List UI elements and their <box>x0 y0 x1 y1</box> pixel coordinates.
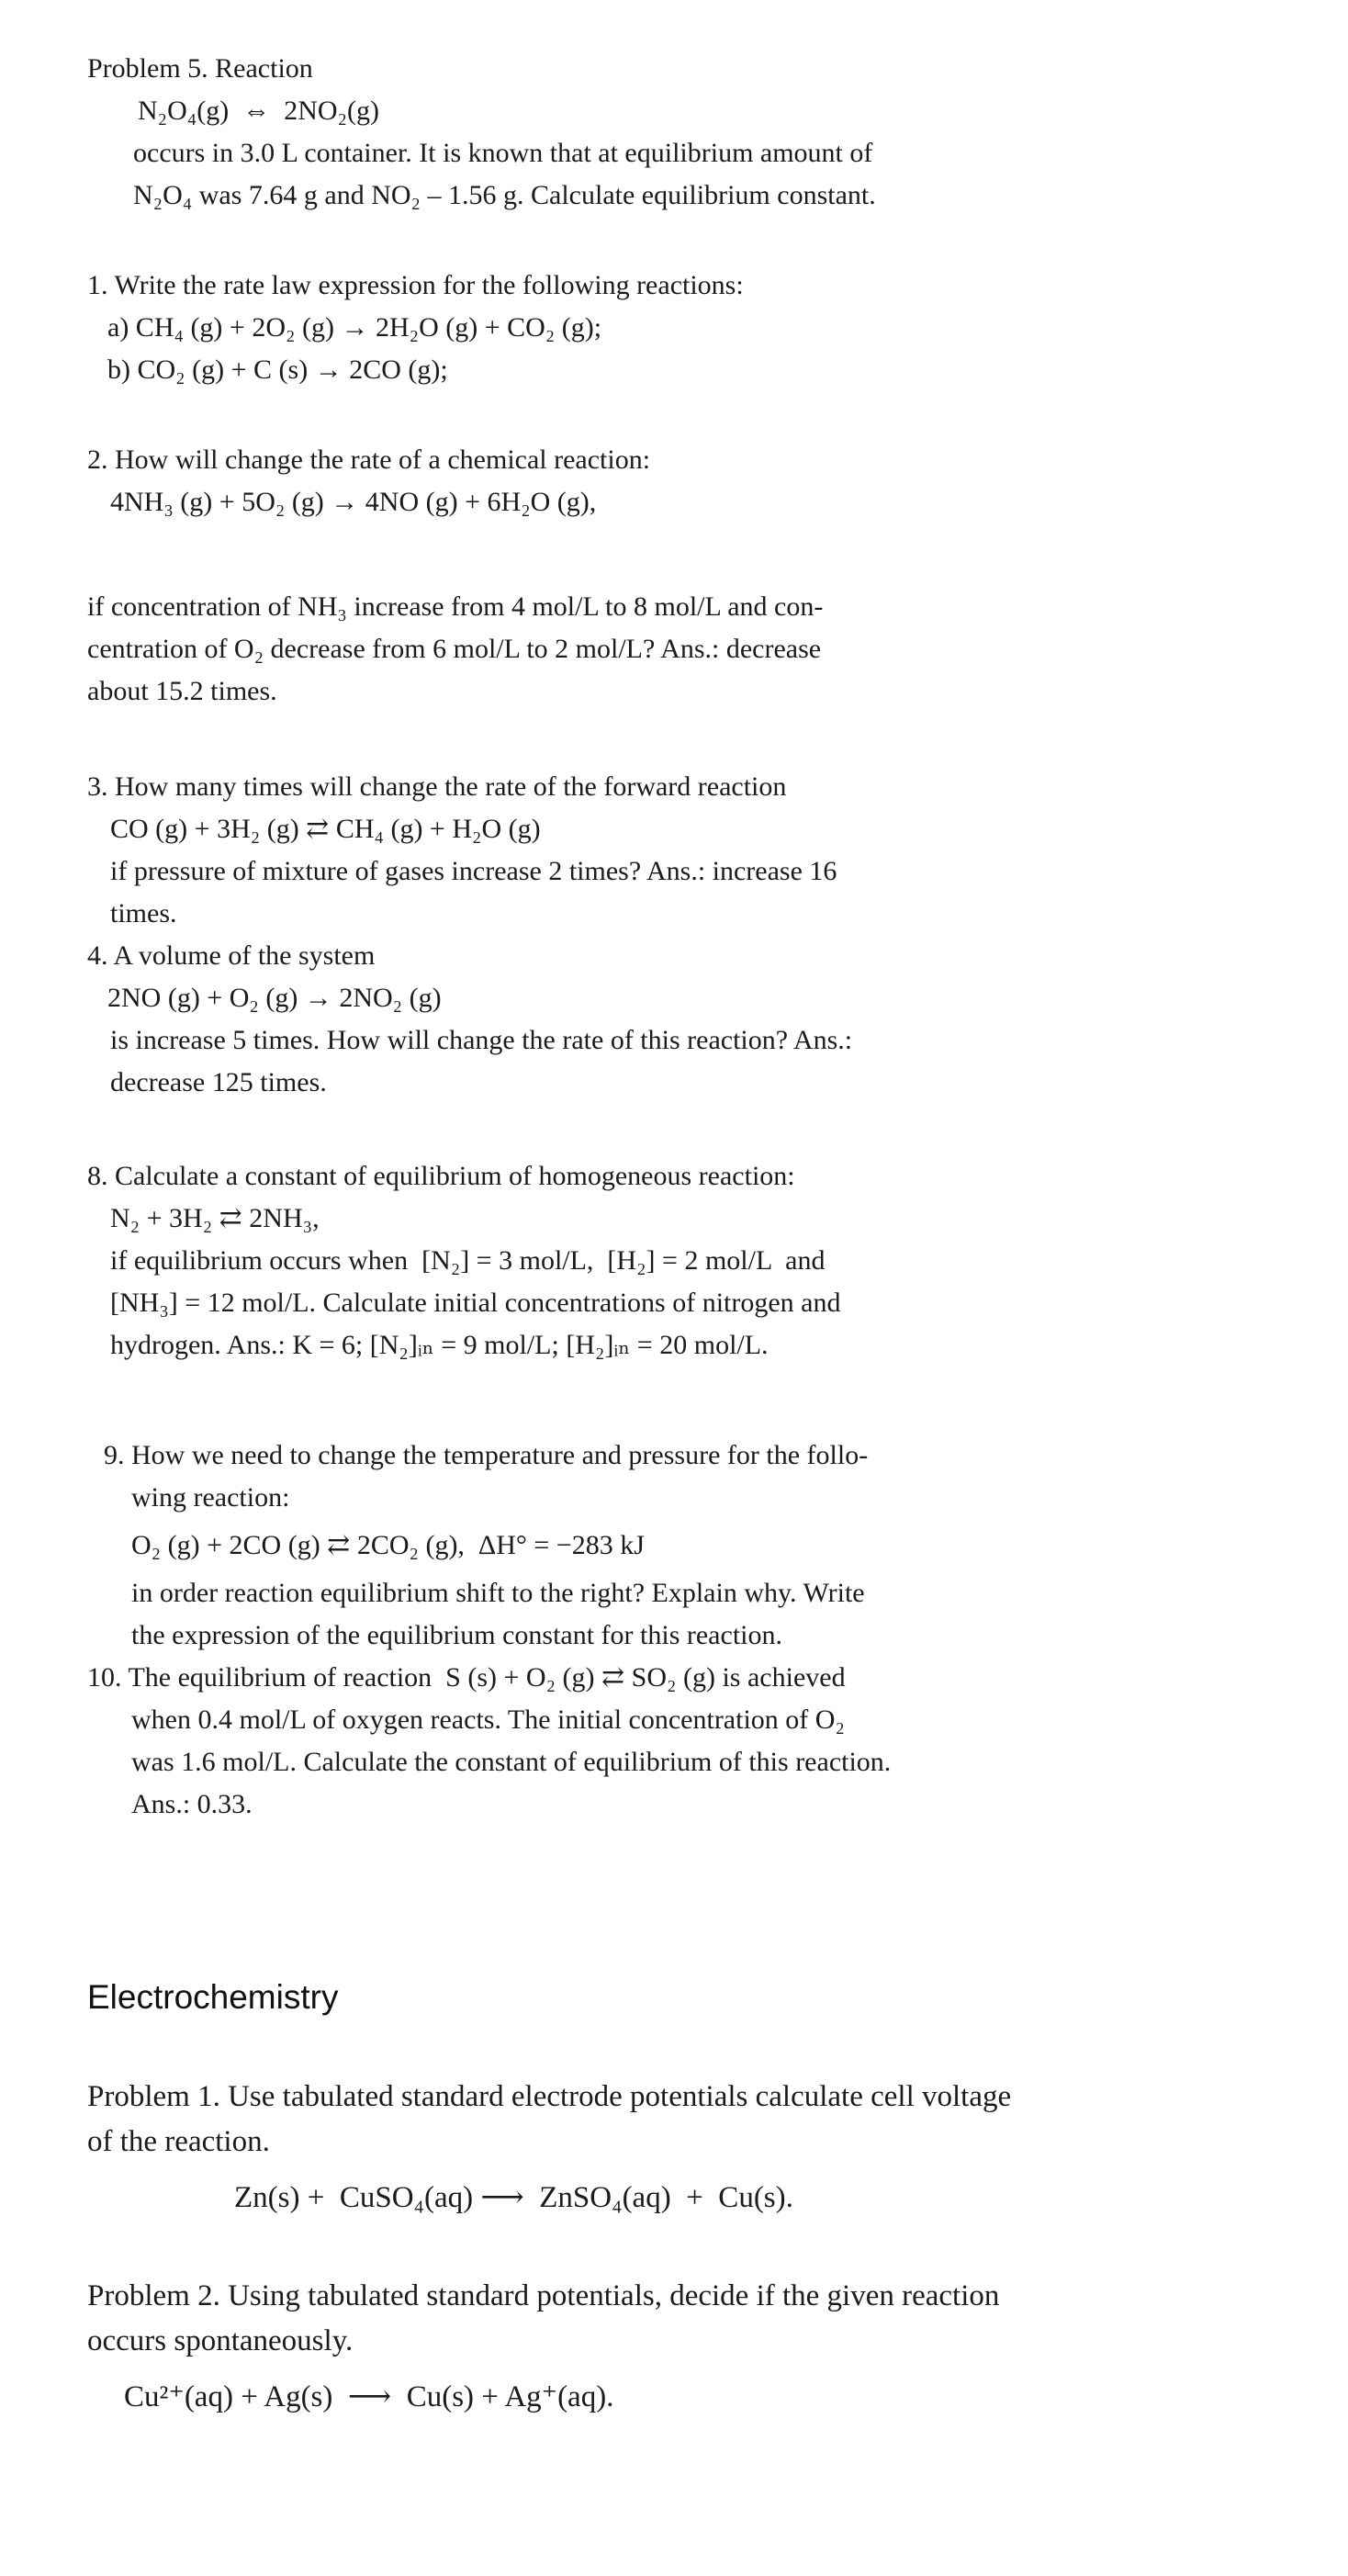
electro-problem-1-block <box>87 2075 1293 2221</box>
item-3-body-line-2: times. <box>110 898 177 928</box>
problem-5-equation: N₂O₄(g) ⇔ 2NO₂(g) <box>138 96 379 126</box>
item-1-lead: 1. Write the rate law expression for the following reactions: <box>87 270 744 300</box>
item-8-body-line-3: hydrogen. Ans.: K = 6; [N₂]ᵢₙ = 9 mol/L; [H₂]ᵢₙ = 20 mol/L. <box>110 1330 769 1360</box>
item-8-equation: N₂ + 3H₂ ⇄ 2NH₃, <box>110 1203 320 1233</box>
item-3-block <box>87 766 1293 935</box>
item-2-para-line-1: if concentration of NH₃ increase from 4 mol/L to 8 mol/L and con- <box>87 591 824 622</box>
problem-5-title: Problem 5. Reaction <box>87 53 313 84</box>
item-4-body-line-1: is increase 5 times. How will change the rate of this reaction? Ans.: <box>110 1025 853 1055</box>
item-8-body-line-1: if equilibrium occurs when [N₂] = 3 mol/L, [H₂] = 2 mol/L and <box>110 1245 826 1276</box>
item-8-body-line-2: [NH₃] = 12 mol/L. Calculate initial concentrations of nitrogen and <box>110 1288 841 1318</box>
item-2-lead: 2. How will change the rate of a chemical reaction: <box>87 444 651 475</box>
item-1-reaction-b: b) CO₂ (g) + C (s) → 2CO (g); <box>107 354 448 385</box>
item-10-body-line-2: was 1.6 mol/L. Calculate the constant of equilibrium of this reaction. <box>131 1747 892 1777</box>
item-1-reaction-a: a) CH₄ (g) + 2O₂ (g) → 2H₂O (g) + CO₂ (g); <box>107 312 602 343</box>
problem-5-body-line-1: occurs in 3.0 L container. It is known that at equilibrium amount of <box>133 138 873 168</box>
electro-problem-2-line-2: occurs spontaneously. <box>87 2324 354 2357</box>
electro-problem-2-block <box>87 2274 1293 2420</box>
item-2-answer-paragraph <box>87 586 1293 713</box>
item-3-lead: 3. How many times will change the rate of the forward reaction <box>87 771 787 802</box>
item-9-body-line-1: wing reaction: <box>131 1482 290 1513</box>
item-2-para-line-2: centration of O₂ decrease from 6 mol/L to 2 mol/L? Ans.: decrease <box>87 634 822 664</box>
problem-5-body-line-2: N₂O₄ was 7.64 g and NO₂ – 1.56 g. Calculate equilibrium constant. <box>133 180 876 210</box>
item-2-equation: 4NH₃ (g) + 5O₂ (g) → 4NO (g) + 6H₂O (g), <box>110 487 597 517</box>
electro-problem-2-line-1: Problem 2. Using tabulated standard potentials, decide if the given reaction <box>87 2279 1000 2312</box>
item-1-block <box>87 264 1293 391</box>
item-10-answer: Ans.: 0.33. <box>131 1789 253 1819</box>
electro-problem-1-equation: Zn(s) + CuSO₄(aq) ⟶ ZnSO₄(aq) + Cu(s). <box>234 2181 793 2214</box>
item-8-block <box>87 1155 1293 1367</box>
problem-5-block <box>87 48 1293 217</box>
electrochemistry-heading-block <box>87 1977 1293 2018</box>
kinetics-equilibrium-problems-section <box>87 48 1293 1826</box>
item-3-equation: CO (g) + 3H₂ (g) ⇄ CH₄ (g) + H₂O (g) <box>110 814 541 844</box>
item-4-equation: 2NO (g) + O₂ (g) → 2NO₂ (g) <box>107 983 442 1013</box>
item-10-lead: 10. The equilibrium of reaction S (s) + O₂ (g) ⇄ SO₂ (g) is achieved <box>87 1662 846 1693</box>
item-9-body-line-3: the expression of the equilibrium constant for this reaction. <box>131 1620 782 1650</box>
item-9-lead: 9. How we need to change the temperature and pressure for the follo- <box>104 1440 869 1470</box>
item-9-body-line-2: in order reaction equilibrium shift to the right? Explain why. Write <box>131 1578 865 1608</box>
electro-problem-1-line-1: Problem 1. Use tabulated standard electrode potentials calculate cell voltage <box>87 2080 1012 2113</box>
item-9-equation: O₂ (g) + 2CO (g) ⇄ 2CO₂ (g), ΔH° = −283 kJ <box>131 1530 645 1560</box>
electro-problem-1-line-2: of the reaction. <box>87 2125 270 2158</box>
item-2-para-line-3: about 15.2 times. <box>87 676 277 706</box>
electro-problem-2-equation: Cu²⁺(aq) + Ag(s) ⟶ Cu(s) + Ag⁺(aq). <box>124 2380 614 2413</box>
item-10-body-line-1: when 0.4 mol/L of oxygen reacts. The initial concentration of O₂ <box>131 1704 845 1735</box>
item-2-block <box>87 439 1293 523</box>
item-3-body-line-1: if pressure of mixture of gases increase 2 times? Ans.: increase 16 <box>110 856 837 886</box>
item-9-block <box>87 1434 1293 1657</box>
item-8-lead: 8. Calculate a constant of equilibrium of homogeneous reaction: <box>87 1161 795 1191</box>
item-4-body-line-2: decrease 125 times. <box>110 1067 327 1097</box>
item-4-lead: 4. A volume of the system <box>87 940 376 971</box>
electrochemistry-heading: Electrochemistry <box>87 1978 339 2016</box>
item-4-block <box>87 935 1293 1104</box>
item-10-block <box>87 1657 1293 1826</box>
electrochemistry-section <box>87 1977 1293 2420</box>
